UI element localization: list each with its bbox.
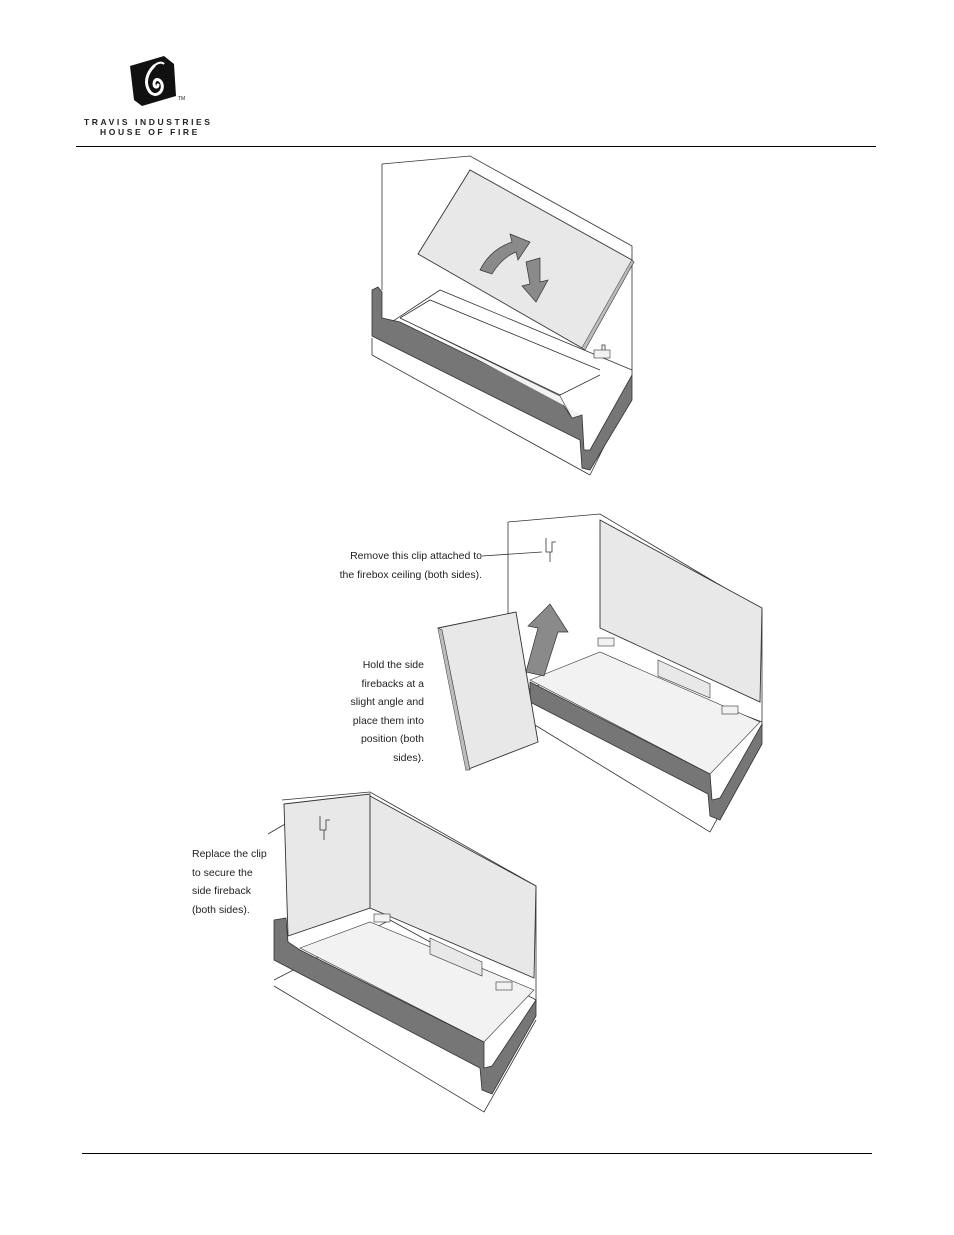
trademark-mark: TM <box>178 96 186 102</box>
figure-rear-fireback <box>360 150 640 485</box>
brand-tagline: HOUSE OF FIRE <box>100 127 200 137</box>
figure-replace-clip <box>270 790 542 1115</box>
callout-replace-clip: Replace the clip to secure the side fireback (both sides). <box>192 848 267 916</box>
ceiling-clip-icon <box>546 538 556 562</box>
brand-name: TRAVIS INDUSTRIES <box>84 117 213 127</box>
side-fireback-panel <box>284 794 370 936</box>
callout-remove-clip: Remove this clip attached to the firebox ceiling (both sides). <box>339 550 482 581</box>
up-arrow-icon <box>526 604 568 676</box>
footer-rule <box>82 1153 872 1154</box>
clip-icon <box>594 345 610 358</box>
travis-logo <box>80 52 220 142</box>
flame-logo-icon <box>124 52 184 110</box>
header-rule <box>76 146 876 147</box>
callout-hold-side-firebacks: Hold the side firebacks at a slight angle and place them into position (both sides). <box>350 659 424 764</box>
